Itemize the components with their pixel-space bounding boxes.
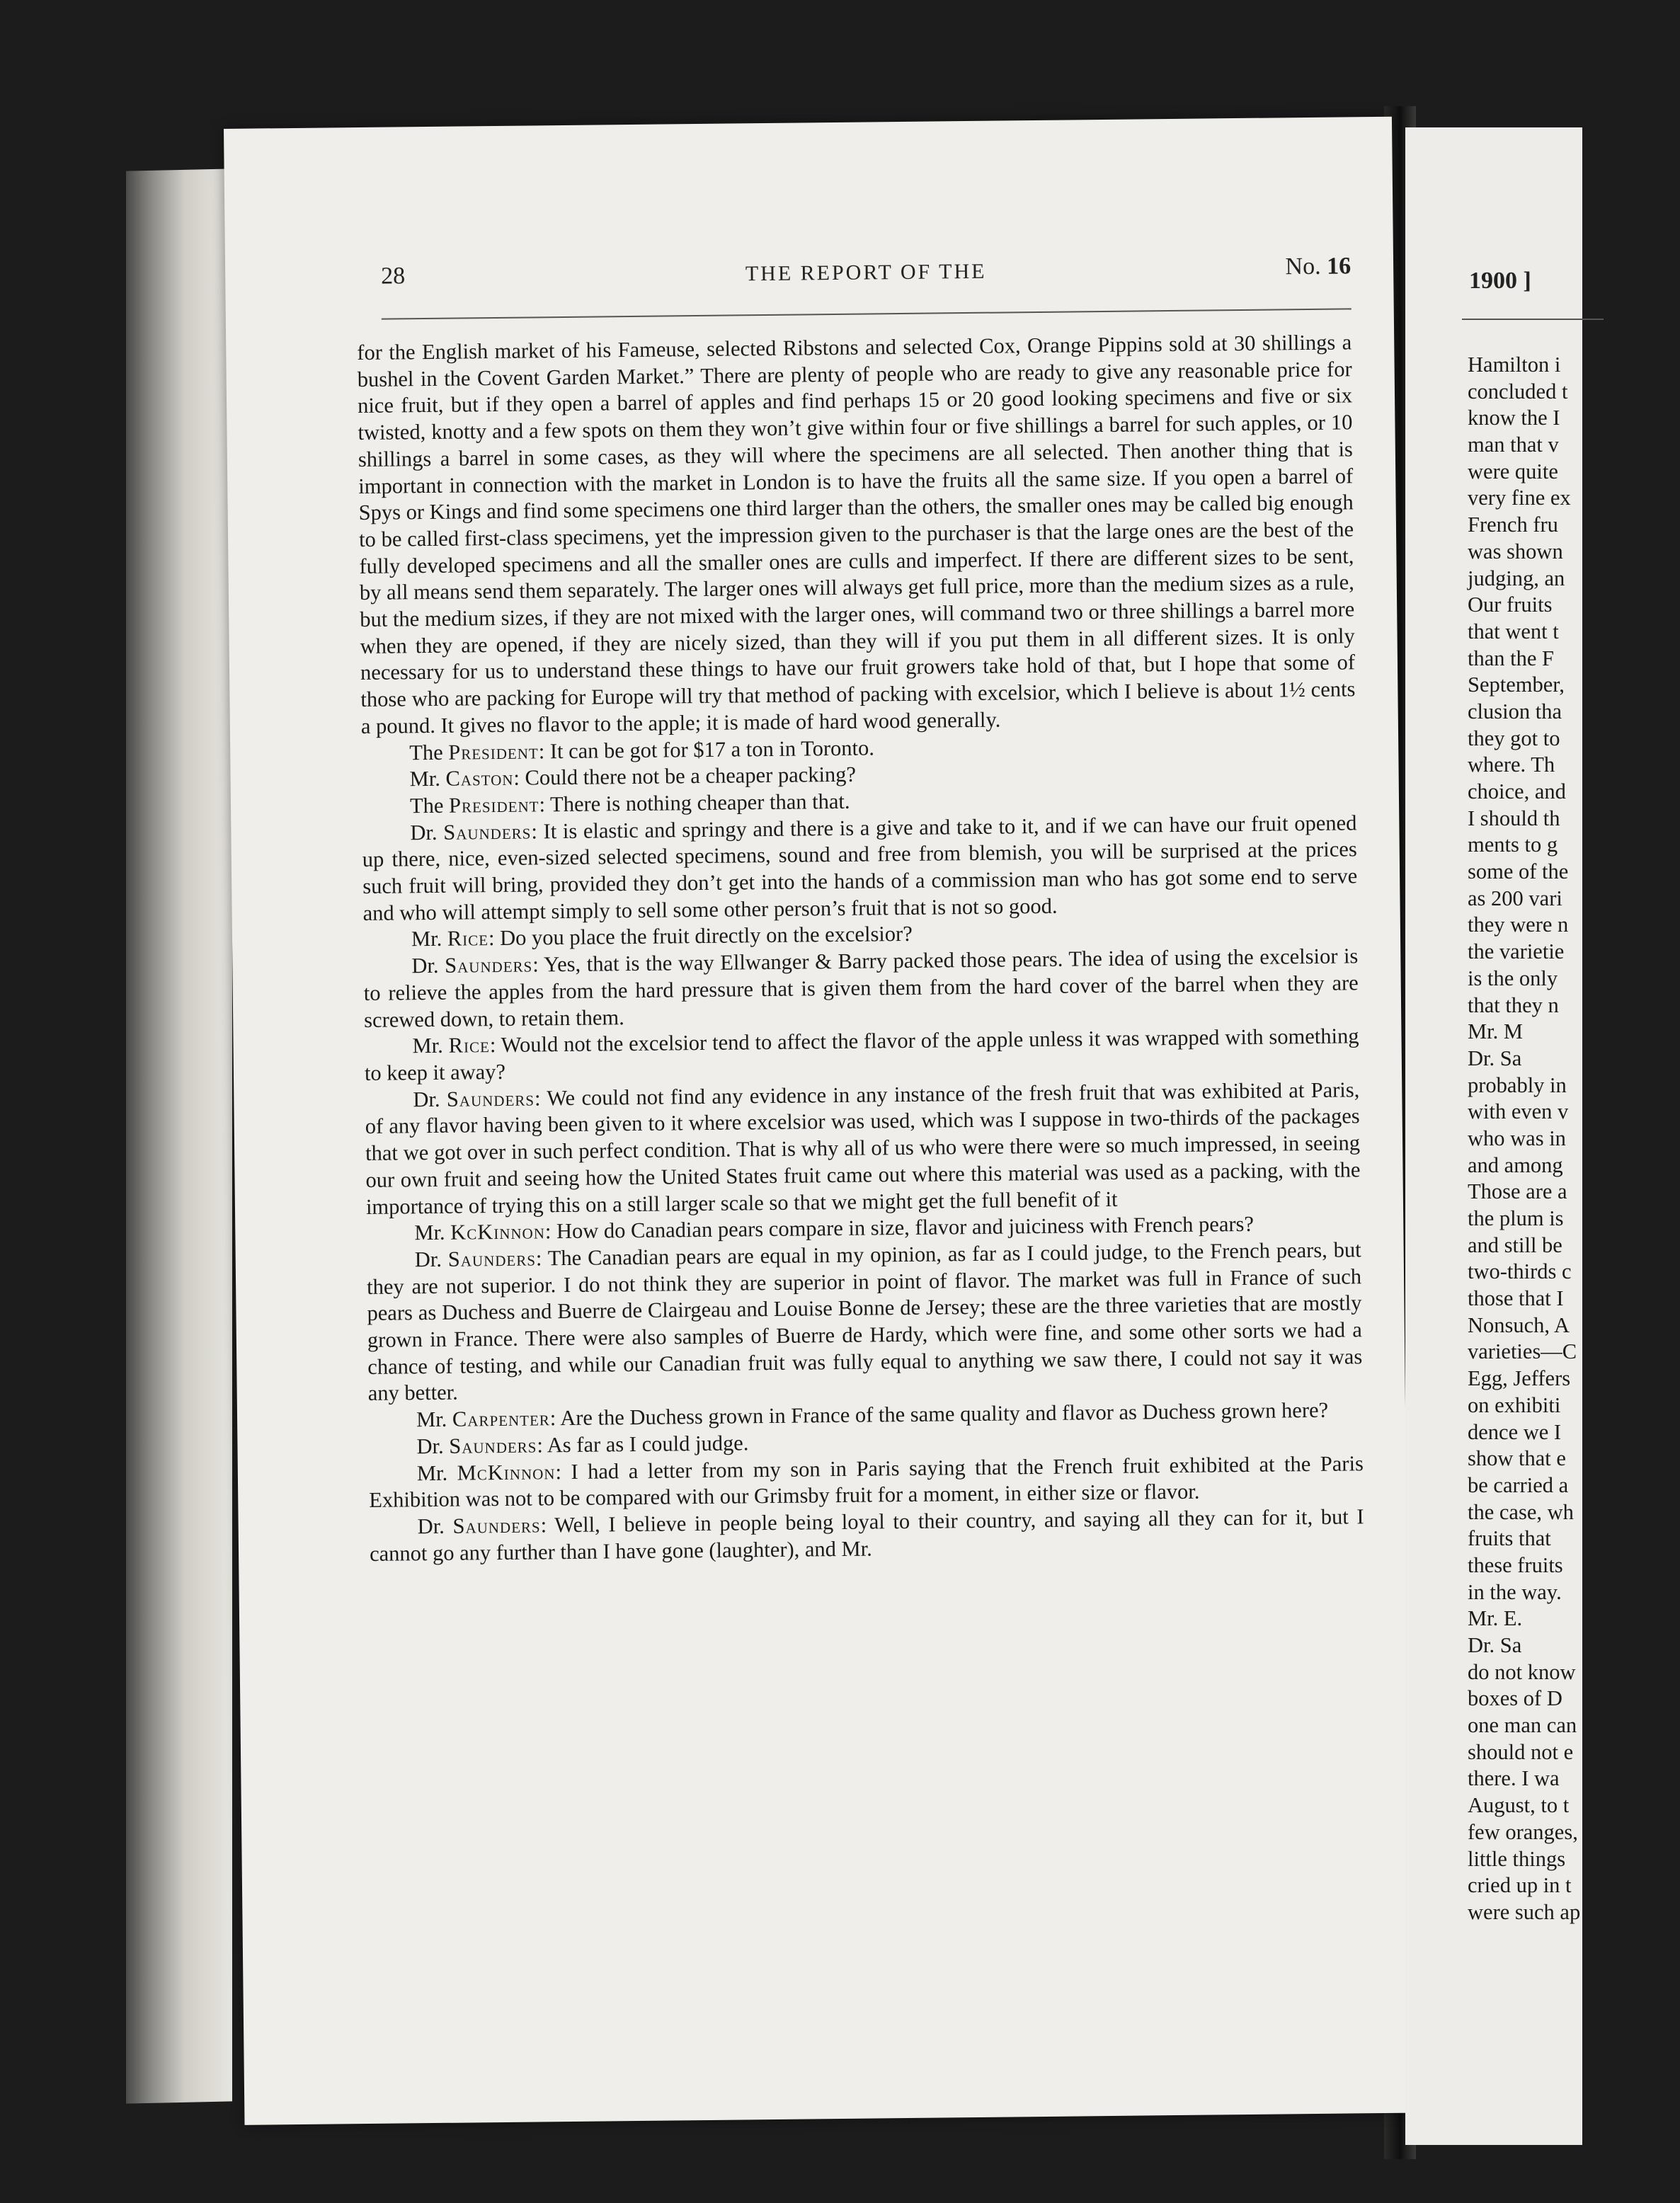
paragraph-text: Dr. (410, 820, 444, 845)
right-page-line: concluded t (1468, 379, 1568, 404)
right-page-line: on exhibiti (1468, 1392, 1561, 1417)
right-page-line: few oranges, (1468, 1819, 1578, 1844)
right-page-line: should not e (1468, 1739, 1574, 1764)
paragraph-text: : I had a letter from my son in Paris saying that the French fruit exhibited at the Paris Exhibition was not to be compared with our Grimsby fruit for a moment, in either size or flavor. (369, 1450, 1364, 1513)
right-page-line: that went t (1468, 619, 1559, 643)
right-page-line: were such ap (1468, 1899, 1581, 1924)
right-page-line: fruits that (1468, 1526, 1551, 1551)
paragraph-text: : The Canadian pears are equal in my opinion, as far as I could judge, to the French pears, but they are not superior. I do not think they are superior in point of flavor. The market was full in France of such pears as Duchess and Buerre de Clairgeau and Louise Bonne de Jersey; these are the three varieties that are mostly grown in France. There were also samples of Buerre de Hardy, which were fine, and some other sorts we had a chance of testing, and while our Canadian fruit was fully equal to anything we saw there, I could not say it was any better. (366, 1237, 1363, 1406)
report-number-label: No. (1285, 253, 1321, 280)
report-number (1285, 253, 1351, 280)
right-page-header: 1900 ] (1469, 268, 1531, 294)
right-page-line: was shown (1468, 539, 1563, 563)
right-page-line: Nonsuch, A (1468, 1312, 1570, 1337)
right-page-line: those that I (1468, 1286, 1564, 1311)
paragraph-text: : How do Canadian pears compare in size, flavor and juiciness with French pears? (544, 1212, 1255, 1244)
paragraph-text: : Would not the excelsior tend to affect the flavor of the apple unless it was wrapped with something to keep it away? (364, 1024, 1359, 1085)
right-page-line: is the only (1468, 966, 1558, 990)
right-page-line: ments to g (1468, 832, 1558, 857)
right-page-line: Dr. Sa (1468, 1633, 1522, 1657)
running-title: THE REPORT OF THE (745, 259, 987, 286)
right-page-line: where. Th (1468, 753, 1555, 777)
paragraph (357, 329, 1356, 740)
page-number: 28 (380, 263, 406, 290)
right-page-line: the varietie (1468, 939, 1565, 964)
right-page-line: who was in (1468, 1126, 1566, 1150)
paragraph (367, 1237, 1363, 1407)
right-page-line: show that e (1468, 1446, 1566, 1471)
right-page-line: the case, wh (1468, 1499, 1574, 1524)
paragraph-text: : Well, I believe in people being loyal to their country, and saying all they can for it, but I cannot go any further than I have gone (laughter), and Mr. (369, 1504, 1364, 1566)
right-page-line: boxes of D (1468, 1686, 1562, 1711)
right-page-line: probably in (1468, 1072, 1567, 1097)
left-page (224, 117, 1412, 2125)
paragraph-text: The (409, 740, 449, 765)
right-page-line: judging, an (1468, 566, 1565, 590)
right-page-line: Our fruits (1468, 593, 1553, 617)
right-page-line: do not know (1468, 1659, 1576, 1684)
speaker-name: Caston (445, 766, 514, 791)
paragraph-text: : Could there not be a cheaper packing? (513, 762, 857, 791)
speaker-name: Saunders (449, 1433, 537, 1458)
right-page-line: as 200 vari (1468, 886, 1562, 910)
paragraph-text: : There is nothing cheaper than that. (539, 789, 850, 817)
paragraph-text: Dr. (414, 1247, 448, 1272)
paragraph-text: Mr. (416, 1460, 457, 1485)
right-page-line: and still be (1468, 1232, 1562, 1257)
paragraph (365, 1077, 1361, 1220)
right-page-line: be carried a (1468, 1472, 1569, 1497)
speaker-name: KcKinnon (450, 1219, 546, 1244)
paragraph (370, 1504, 1365, 1567)
right-page-line: they were n (1468, 912, 1569, 937)
speaker-name: Carpenter (452, 1406, 550, 1431)
right-page-fragment (1405, 127, 1582, 2145)
speaker-name: Saunders (443, 819, 532, 845)
right-page-line: varieties—C (1468, 1339, 1577, 1364)
right-page-line: Mr. E. (1468, 1606, 1523, 1631)
right-page-line: and among (1468, 1152, 1563, 1177)
speaker-name: McKinnon (457, 1459, 556, 1485)
paragraph-text: Dr. (416, 1434, 450, 1459)
speaker-name: President (448, 792, 539, 818)
speaker-name: Saunders (444, 952, 533, 978)
paragraph (363, 943, 1359, 1034)
speaker-name: President (448, 738, 539, 765)
right-page-line: that they n (1468, 992, 1559, 1017)
right-page-line: two-thirds c (1468, 1259, 1572, 1284)
paragraph (362, 810, 1358, 927)
right-page-line: Egg, Jeffers (1468, 1366, 1571, 1391)
speaker-name: Rice (448, 1033, 491, 1058)
right-page-line: know the I (1468, 406, 1560, 430)
right-page-line: were quite (1468, 459, 1558, 483)
right-page-line: these fruits (1468, 1552, 1563, 1577)
right-page-line: August, to t (1468, 1793, 1570, 1818)
paragraph-text: Dr. (417, 1514, 453, 1539)
right-page-line: the plum is (1468, 1206, 1564, 1230)
header-rule (382, 308, 1352, 319)
right-page-lines (1468, 352, 1680, 1926)
speaker-name: Saunders (446, 1086, 535, 1111)
right-page-line: Hamilton i (1468, 353, 1561, 377)
right-page-line: French fru (1468, 513, 1558, 537)
right-page-line: Those are a (1468, 1179, 1567, 1204)
right-page-line: with even v (1468, 1099, 1569, 1124)
right-page-line: little things (1468, 1846, 1566, 1871)
paragraph-text: : Are the Duchess grown in France of the same quality and flavor as Duchess grown here? (549, 1397, 1329, 1431)
right-page-line: there. I wa (1468, 1766, 1560, 1791)
right-page-line: man that v (1468, 433, 1559, 457)
speaker-name: Rice (447, 926, 489, 951)
paragraph-text: : It is elastic and springy and there is a give and take to it, and if we can have our fruit opened up there, nice, even-sized selected specimens, sound and free from blemish, you will be surprised at the prices such fruit will bring, provided they don’t get into the hands of a commission man who has got some end to serve and who will attempt simply to sell some other person’s fruit that is not so good. (362, 810, 1358, 925)
right-page-line: than the F (1468, 646, 1554, 670)
right-page-line: September, (1468, 673, 1565, 697)
paragraph-text: Mr. (411, 927, 448, 951)
speaker-name: Saunders (452, 1513, 541, 1538)
paragraph-text: The (409, 793, 450, 818)
paragraph-text: Mr. (416, 1407, 453, 1432)
paragraph (369, 1450, 1364, 1514)
right-page-line: Dr. Sa (1468, 1046, 1522, 1070)
paragraph-text: Mr. (414, 1220, 451, 1245)
right-page-line: very fine ex (1468, 486, 1571, 510)
paragraph-text: : As far as I could judge. (537, 1431, 749, 1458)
paragraph-text: : Yes, that is the way Ellwanger & Barry packed those pears. The idea of using the excelsior is to relieve the apples from the hard pressure that is given them from the hard cover of the barrel when they are screwed down, to retain them. (363, 944, 1359, 1032)
page-header (381, 253, 1352, 305)
right-page-line: clusion tha (1468, 699, 1562, 723)
right-page-rule (1462, 319, 1604, 320)
right-page-line: I should th (1468, 806, 1560, 830)
speaker-name: Saunders (447, 1246, 537, 1271)
paragraph-text: Dr. (411, 953, 445, 978)
right-page-line: they got to (1468, 726, 1560, 750)
right-page-line: one man can (1468, 1713, 1577, 1738)
paragraph-text: : It can be got for $17 a ton in Toronto. (538, 735, 875, 763)
paragraph (364, 1024, 1359, 1087)
book-page-edges (126, 168, 232, 2103)
right-page-line: cried up in t (1468, 1873, 1572, 1898)
right-page-line: Mr. M (1468, 1019, 1523, 1044)
report-number-value: 16 (1326, 253, 1352, 280)
paragraph-text: Mr. (409, 767, 446, 791)
paragraph-text: : Do you place the fruit directly on the excelsior? (488, 922, 913, 951)
paragraph-text: for the English market of his Fameuse, selected Ribstons and selected Cox, Orange Pippins sold at 30 shillings a bushel in the Covent Garden Market.” There are plenty of people who are ready to give any reasonable price for nice fruit, but if they open a barrel of apples and find perhaps 15 or 20 good looking specimens and five or six twisted, knotty and a few spots on them they won’t give within four or five shillings a barrel for such apples, or 10 shillings a barrel in some cases, as they will where the specimens are all selected. Then another thing that is important in connection with the market in London is to have the fruits all the same size. If you open a barrel of Spys or Kings and find some specimens one third larger than the others, the smaller ones may be called big enough to be called first-class specimens, yet the impression given to the purchaser is that the large ones are the best of the fully developed specimens and all the smaller ones are culls and imperfect. If there are different sizes to be sent, by all means send them separately. The larger ones will always get full price, more than the medium sizes as a rule, but the medium sizes, if they are not mixed with the larger ones, will command two or three shillings a barrel more when they are opened, if they are nicely sized, than they will if you put them in all different sizes. It is only necessary for us to understand these things to have our fruit growers take hold of that, but I hope that some of those who are packing for Europe will try that method of packing with excelsior, which I believe is about 1½ cents a pound. It gives no flavor to the apple; it is made of hard wood generally. (357, 330, 1356, 738)
right-page-line: dence we I (1468, 1419, 1562, 1444)
paragraph-text: Dr. (413, 1087, 447, 1111)
right-page-line: in the way. (1468, 1579, 1562, 1604)
body-text (357, 329, 1364, 1567)
right-page-line: some of the (1468, 859, 1569, 884)
paragraph-text: Mr. (412, 1034, 449, 1058)
paragraph-text: : We could not find any evidence in any instance of the fresh fruit that was exhibited at Paris, of any flavor having been given to it where excelsior was used, which was I suppose in two-thirds of the packages that we got over in such perfect condition. That is why all of us who were there were so much impressed, in seeing our own fruit and seeing how the United States fruit came out where this material was used as a packing, with the importance of trying this on a still larger scale so that we might get the full benefit of it (365, 1077, 1361, 1219)
right-page-line: choice, and (1468, 779, 1566, 803)
